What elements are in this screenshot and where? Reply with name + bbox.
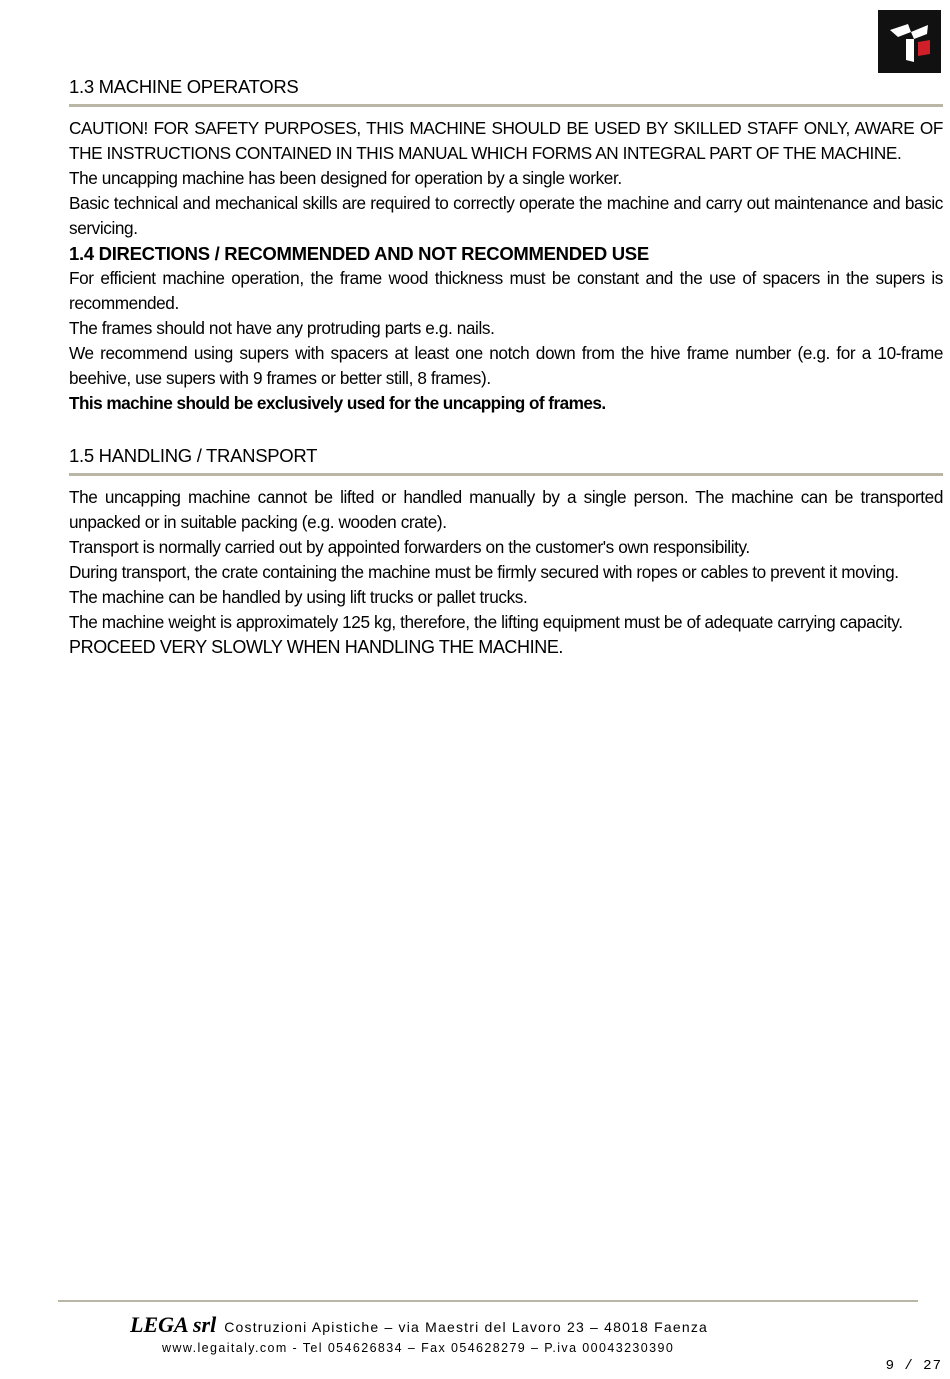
footer-company-line bbox=[130, 1312, 890, 1338]
lega-logo-icon bbox=[878, 10, 941, 73]
heading-divider bbox=[69, 104, 943, 107]
paragraph: For efficient machine operation, the frame wood thickness must be constant and the use of spacers in the supers is recommended. bbox=[69, 268, 943, 313]
paragraph: The machine can be handled by using lift trucks or pallet trucks. bbox=[69, 587, 528, 607]
section-spacer bbox=[69, 416, 943, 441]
page-content bbox=[69, 72, 943, 660]
footer-contact-line: www.legaitaly.com - Tel 054626834 – Fax 054628279 – P.iva 00043230390 bbox=[162, 1341, 675, 1355]
paragraph: The uncapping machine has been designed for operation by a single worker. bbox=[69, 168, 622, 188]
closing-warning: PROCEED VERY SLOWLY WHEN HANDLING THE MACHINE. bbox=[69, 637, 564, 657]
paragraph: Transport is normally carried out by appointed forwarders on the customer's own responsibility. bbox=[69, 537, 750, 557]
section-heading: 1.5 HANDLING / TRANSPORT bbox=[69, 445, 318, 466]
paragraph: We recommend using supers with spacers at least one notch down from the hive frame number (e.g. for a 10-frame beehive, use supers with 9 frames or better still, 8 frames). bbox=[69, 343, 943, 388]
paragraph: During transport, the crate containing the machine must be firmly secured with ropes or cables to prevent it moving. bbox=[69, 562, 899, 582]
paragraph: Basic technical and mechanical skills are required to correctly operate the machine and carry out maintenance and basic servicing. bbox=[69, 193, 943, 238]
paragraph: The uncapping machine cannot be lifted or handled manually by a single person. The machine can be transported unpacked or in suitable packing (e.g. wooden crate). bbox=[69, 487, 943, 532]
page-number: 9 / 27 bbox=[885, 1358, 942, 1374]
section-recommended-use bbox=[69, 241, 943, 416]
heading-divider bbox=[69, 473, 943, 476]
paragraph: CAUTION! FOR SAFETY PURPOSES, THIS MACHINE SHOULD BE USED BY SKILLED STAFF ONLY, AWARE OF THE INSTRUCTIONS CONTAINED IN THIS MANUAL WHICH FORMS AN INTEGRAL PART OF THE MACHINE. bbox=[69, 118, 943, 163]
paragraph: The machine weight is approximately 125 kg, therefore, the lifting equipment must be of adequate carrying capacity. bbox=[69, 612, 903, 632]
footer-brand: LEGA srl bbox=[130, 1312, 217, 1337]
footer-address: Costruzioni Apistiche – via Maestri del Lavoro 23 – 48018 Faenza bbox=[224, 1319, 709, 1335]
section-machine-operators bbox=[69, 72, 943, 241]
emphasis-note: This machine should be exclusively used for the uncapping of frames. bbox=[69, 393, 606, 413]
company-logo bbox=[878, 10, 941, 73]
section-handling-transport bbox=[69, 441, 943, 660]
section-heading: 1.4 DIRECTIONS / RECOMMENDED AND NOT RECOMMENDED USE bbox=[69, 243, 649, 264]
section-heading: 1.3 MACHINE OPERATORS bbox=[69, 76, 299, 97]
paragraph: The frames should not have any protruding parts e.g. nails. bbox=[69, 318, 495, 338]
footer-divider bbox=[58, 1300, 918, 1302]
